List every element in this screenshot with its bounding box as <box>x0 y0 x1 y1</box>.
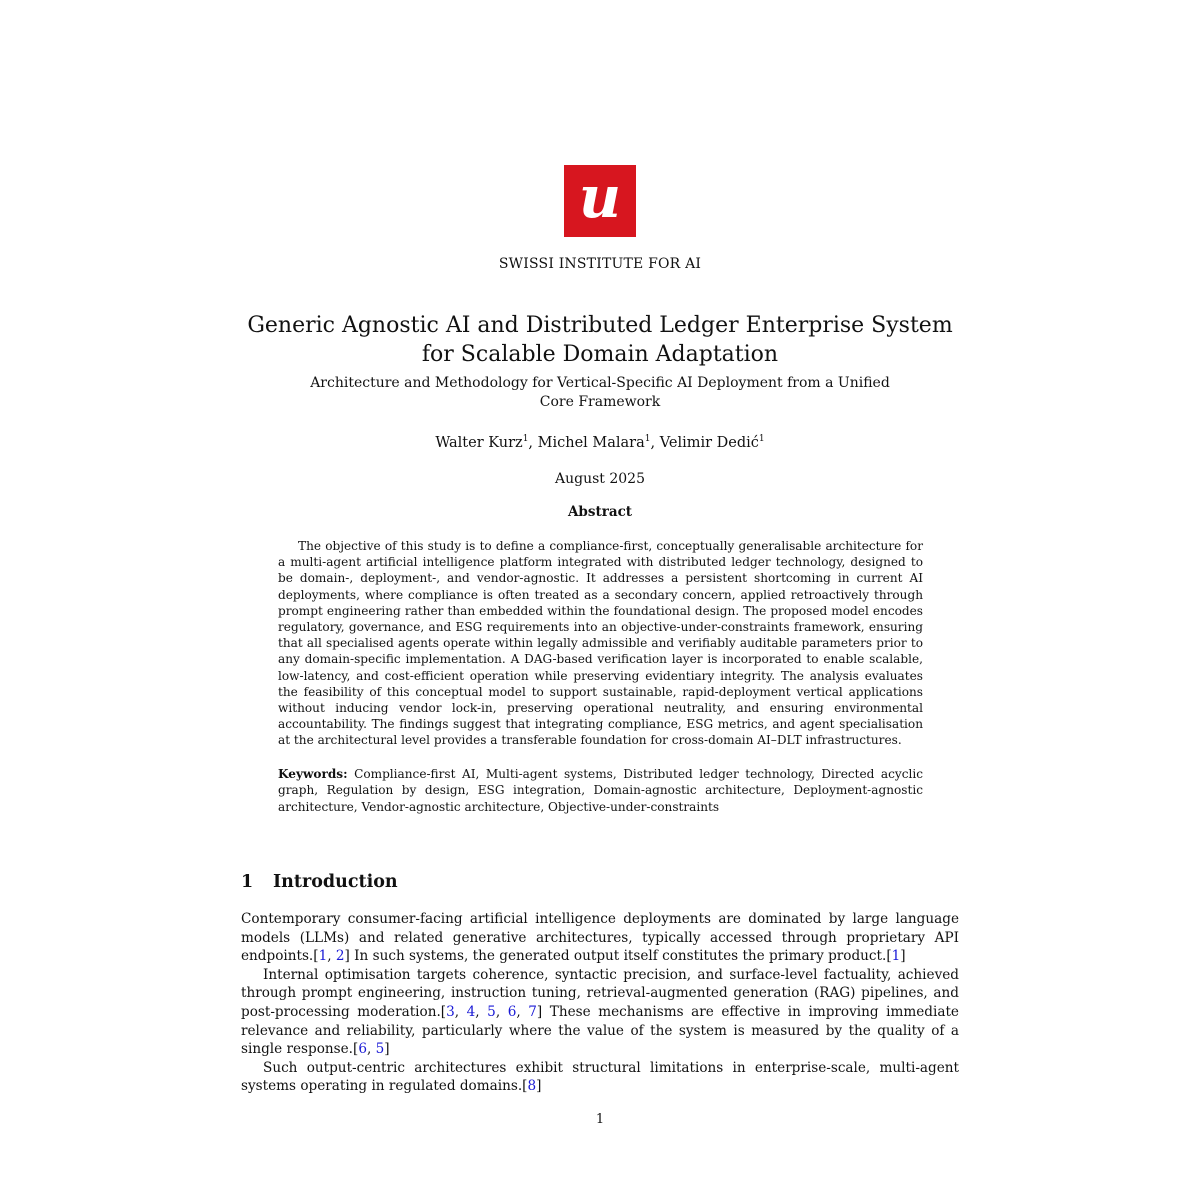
section-title: Introduction <box>273 872 398 892</box>
keywords-label: Keywords: <box>278 767 348 781</box>
author-affiliation: 1 <box>644 434 651 445</box>
paragraph-text: Internal optimisation targets coherence, syntactic precision, and surface-level factuality, achieved through prompt engineering, instruction tuning, retrieval-augmented generation (RAG) pipelines, and post-processing moderation.[ <box>241 966 959 1020</box>
paragraph-text: ] These mechanisms are effective in improving immediate relevance and reliability, particularly where the value of the system is measured by the quality of a single response.[ <box>241 1003 959 1058</box>
section-number: 1 <box>241 872 254 892</box>
citation-link[interactable]: 4 <box>466 1003 476 1020</box>
author-list <box>0 435 1200 451</box>
paragraph-text: ] <box>900 948 906 965</box>
abstract-heading: Abstract <box>567 504 633 520</box>
abstract-text: The objective of this study is to define a compliance-first, conceptually generalisable architecture for a multi-agent artificial intelligence platform integrated with distributed ledger technology, designed to be domain-, deployment-, and vendor-agnostic. It addresses a persistent shortcoming in current AI deployments, where compliance is often treated as a secondary concern, applied retroactively through prompt engineering rather than embedded within the foundational design. The proposed model encodes regulatory, governance, and ESG requirements into an objective-under-constraints framework, ensuring that all specialised agents operate within legally admissible and verifiably auditable parameters prior to any domain-specific implementation. A DAG-based verification layer is incorporated to enable scalable, low-latency, and cost-efficient operation while preserving evidentiary integrity. The analysis evaluates the feasibility of this conceptual model to support sustainable, rapid-deployment vertical applications without inducing vendor lock-in, preserving operational neutrality, and ensuring environmental accountability. The findings suggest that integrating compliance, ESG metrics, and agent specialisation at the architectural level provides a transferable foundation for cross-domain AI–DLT infrastructures. <box>278 539 923 748</box>
paragraph <box>241 910 959 966</box>
paragraph-text: , <box>327 948 336 965</box>
citation-link[interactable]: 1 <box>318 948 328 965</box>
citation-link[interactable]: 2 <box>335 948 345 965</box>
institute-logo <box>564 165 636 237</box>
author-separator: , <box>528 435 538 451</box>
section-heading-introduction <box>241 872 398 892</box>
paragraph-text: ] In such systems, the generated output itself constitutes the primary product.[ <box>344 948 892 965</box>
citation-link[interactable]: 5 <box>487 1003 496 1020</box>
paragraph-text: , <box>495 1003 508 1020</box>
paragraph-text: ] <box>384 1041 390 1058</box>
paragraph-text: , <box>475 1003 488 1020</box>
paragraph <box>241 1059 959 1096</box>
citation-link[interactable]: 1 <box>891 948 901 965</box>
paragraph-text: , <box>366 1041 376 1058</box>
logo-letter: u <box>578 163 622 231</box>
keywords <box>278 766 923 815</box>
citation-link[interactable]: 6 <box>507 1003 517 1020</box>
citation-link[interactable]: 3 <box>446 1003 455 1020</box>
keywords-text: Compliance-first AI, Multi-agent systems, Distributed ledger technology, Directed acyclic graph, Regulation by design, ESG integration, Domain-agnostic architecture, Deployment-agnostic architecture, Vendor-agnostic architecture, Objective-under-constraints <box>278 767 923 814</box>
author-affiliation: 1 <box>522 434 529 445</box>
paragraph-text: Contemporary consumer-facing artificial intelligence deployments are dominated by large language models (LLMs) and related generative architectures, typically accessed through proprietary API endpoints.[ <box>241 911 959 965</box>
citation-link[interactable]: 6 <box>358 1041 367 1058</box>
paragraph-text: Such output-centric architectures exhibit structural limitations in enterprise-scale, multi-agent systems operating in regulated domains.[ <box>241 1059 959 1095</box>
author-separator: , <box>650 435 660 451</box>
paragraph-text: , <box>454 1003 467 1020</box>
institute-name: SWISSI INSTITUTE FOR AI <box>498 256 702 272</box>
citation-link[interactable]: 5 <box>375 1041 385 1058</box>
citation-link[interactable]: 7 <box>528 1003 537 1020</box>
author-affiliation: 1 <box>758 434 765 445</box>
title-line-2: for Scalable Domain Adaptation <box>421 342 779 367</box>
page-number: 1 <box>595 1112 605 1127</box>
publication-date: August 2025 <box>555 471 645 487</box>
citation-link[interactable]: 8 <box>527 1078 537 1095</box>
author-name: Velimir Dedić <box>659 435 759 451</box>
introduction-body <box>241 910 959 1096</box>
author-name: Walter Kurz <box>435 435 523 451</box>
paragraph-text: , <box>516 1003 529 1020</box>
paragraph <box>241 966 959 1059</box>
paper-title <box>0 311 1200 369</box>
title-line-1: Generic Agnostic AI and Distributed Ledger Enterprise System <box>247 313 953 338</box>
paper-subtitle: Architecture and Methodology for Vertical-Specific AI Deployment from a Unified Core Framework <box>310 375 890 410</box>
author-name: Michel Malara <box>537 435 645 451</box>
paragraph-text: ] <box>536 1078 542 1095</box>
